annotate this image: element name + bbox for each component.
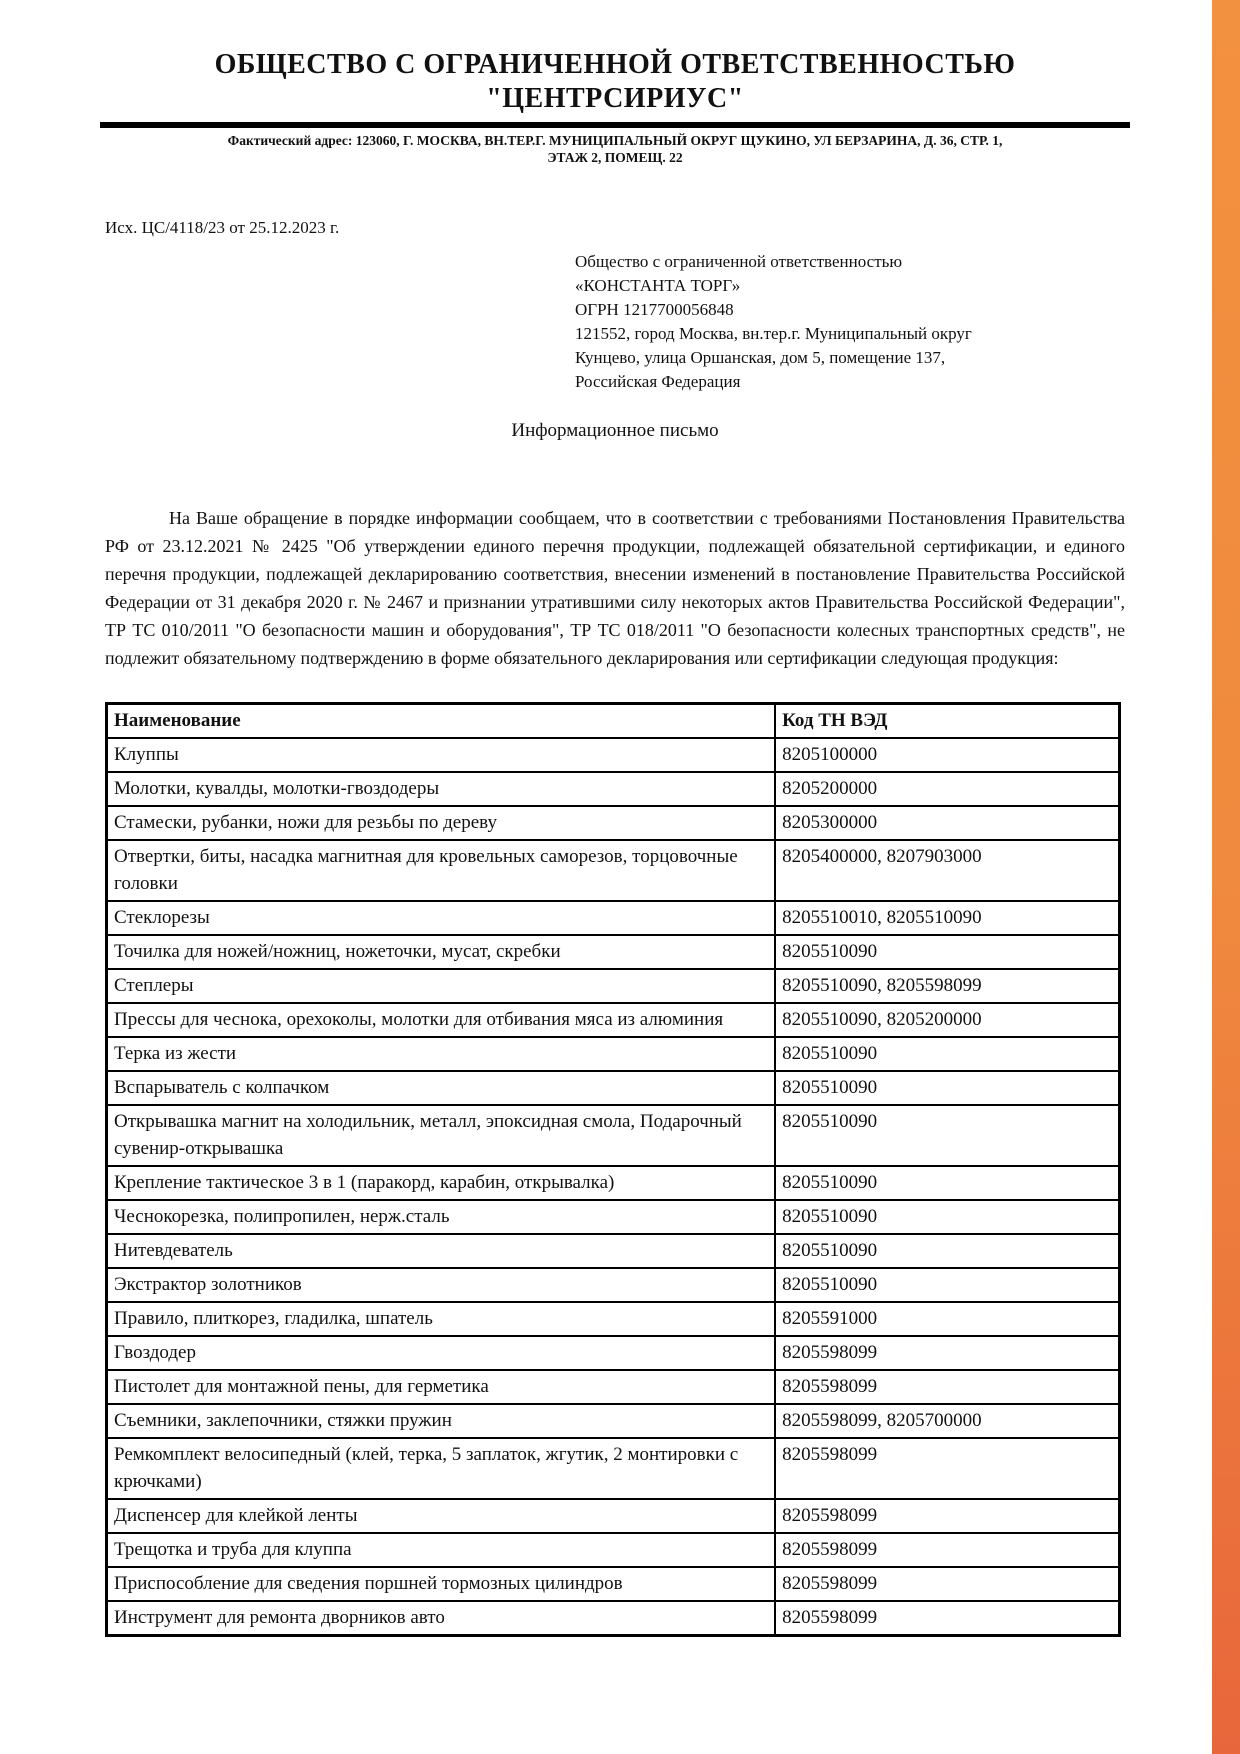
product-name-cell: Открывашка магнит на холодильник, металл, эпоксидная смола, Подарочный сувенир-открывашка [107,1105,776,1166]
table-row [107,1037,1120,1071]
product-name-cell: Молотки, кувалды, молотки-гвоздодеры [107,772,776,806]
product-name-cell: Съемники, заклепочники, стяжки пружин [107,1404,776,1438]
table-row [107,1370,1120,1404]
table-row [107,1268,1120,1302]
recipient-line: Кунцево, улица Оршанская, дом 5, помещение 137, [575,348,946,367]
table-header-row [107,704,1120,739]
product-code-cell: 8205510090 [775,935,1119,969]
recipient-line: Российская Федерация [575,372,741,391]
product-code-cell: 8205598099 [775,1567,1119,1601]
header-name-cell: Наименование [107,704,776,739]
product-name-cell: Стеклорезы [107,901,776,935]
right-accent-stripe [1212,0,1240,1754]
product-name-cell: Правило, плиткорез, гладилка, шпатель [107,1302,776,1336]
letterhead-divider [100,122,1130,128]
product-name-cell: Крепление тактическое 3 в 1 (паракорд, карабин, открывалка) [107,1166,776,1200]
product-name-cell: Терка из жести [107,1037,776,1071]
header-code-cell: Код ТН ВЭД [775,704,1119,739]
product-name-cell: Экстрактор золотников [107,1268,776,1302]
company-address-line1: Фактический адрес: 123060, Г. МОСКВА, ВН.ТЕР.Г. МУНИЦИПАЛЬНЫЙ ОКРУГ ЩУКИНО, УЛ БЕРЗАРИНА, Д. 36, СТР. 1, [227,133,1003,148]
product-code-cell: 8205510090 [775,1234,1119,1268]
letter-content [105,0,1125,1637]
product-code-cell: 8205200000 [775,772,1119,806]
product-code-cell: 8205510090 [775,1268,1119,1302]
table-row [107,1404,1120,1438]
product-code-cell: 8205100000 [775,738,1119,772]
table-row [107,901,1120,935]
product-name-cell: Приспособление для сведения поршней тормозных цилиндров [107,1567,776,1601]
product-code-cell: 8205510090 [775,1200,1119,1234]
product-code-cell: 8205510090 [775,1105,1119,1166]
table-row [107,1166,1120,1200]
table-row [107,1200,1120,1234]
product-code-cell: 8205400000, 8207903000 [775,840,1119,901]
table-row [107,1499,1120,1533]
table-row [107,840,1120,901]
company-name-line2: "ЦЕНТРСИРИУС" [486,83,744,114]
table-row [107,969,1120,1003]
product-code-cell: 8205510090 [775,1037,1119,1071]
product-code-cell: 8205300000 [775,806,1119,840]
product-name-cell: Клуппы [107,738,776,772]
product-name-cell: Прессы для чеснока, орехоколы, молотки для отбивания мяса из алюминия [107,1003,776,1037]
product-code-cell: 8205598099 [775,1499,1119,1533]
product-name-cell: Пистолет для монтажной пены, для герметика [107,1370,776,1404]
table-row [107,806,1120,840]
letter-body: На Ваше обращение в порядке информации сообщаем, что в соответствии с требованиями Постановления Правительства РФ от 23.12.2021 № 2425 "Об утверждении единого перечня продукции, подлежащей обязательной сертификации, и единого перечня продукции, подлежащей декларированию соответствия, внесении изменений в постановление Правительства Российской Федерации от 31 декабря 2020 г. № 2467 и признании утратившими силу некоторых актов Правительства Российской Федерации", ТР ТС 010/2011 "О безопасности машин и оборудования", ТР ТС 018/2011 "О безопасности колесных транспортных средств", не подлежит обязательному подтверждению в форме обязательного декларирования или сертификации следующая продукция: [105,508,1125,668]
letterhead [105,48,1125,166]
product-table [105,702,1121,1637]
product-name-cell: Стамески, рубанки, ножи для резьбы по дереву [107,806,776,840]
recipient-line: ОГРН 1217700056848 [575,300,734,319]
product-name-cell: Ремкомплект велосипедный (клей, терка, 5 заплаток, жгутик, 2 монтировки с крючками) [107,1438,776,1499]
table-row [107,1601,1120,1636]
letter-title: Информационное письмо [511,420,719,441]
product-code-cell: 8205510010, 8205510090 [775,901,1119,935]
table-row [107,772,1120,806]
company-address-line2: ЭТАЖ 2, ПОМЕЩ. 22 [547,150,683,165]
outgoing-reference: Исх. ЦС/4118/23 от 25.12.2023 г. [105,218,340,237]
recipient-line: «КОНСТАНТА ТОРГ» [575,276,741,295]
product-name-cell: Чеснокорезка, полипропилен, нерж.сталь [107,1200,776,1234]
product-code-cell: 8205510090 [775,1166,1119,1200]
table-row [107,1234,1120,1268]
product-code-cell: 8205598099 [775,1533,1119,1567]
table-row [107,1567,1120,1601]
table-row [107,1105,1120,1166]
product-code-cell: 8205591000 [775,1302,1119,1336]
product-code-cell: 8205510090 [775,1071,1119,1105]
product-code-cell: 8205598099 [775,1370,1119,1404]
table-row [107,1438,1120,1499]
table-row [107,1003,1120,1037]
product-code-cell: 8205598099, 8205700000 [775,1404,1119,1438]
table-row [107,1336,1120,1370]
product-code-cell: 8205510090, 8205200000 [775,1003,1119,1037]
product-code-cell: 8205598099 [775,1438,1119,1499]
table-row [107,1071,1120,1105]
product-name-cell: Нитевдеватель [107,1234,776,1268]
product-table-head [107,704,1120,739]
product-name-cell: Отвертки, биты, насадка магнитная для кровельных саморезов, торцовочные головки [107,840,776,901]
product-name-cell: Вспарыватель с колпачком [107,1071,776,1105]
recipient-line: Общество с ограниченной ответственностью [575,252,903,271]
product-code-cell: 8205598099 [775,1601,1119,1636]
product-code-cell: 8205510090, 8205598099 [775,969,1119,1003]
product-code-cell: 8205598099 [775,1336,1119,1370]
table-row [107,935,1120,969]
table-row [107,1533,1120,1567]
product-name-cell: Степлеры [107,969,776,1003]
product-name-cell: Гвоздодер [107,1336,776,1370]
product-table-body [107,738,1120,1636]
product-name-cell: Диспенсер для клейкой ленты [107,1499,776,1533]
product-name-cell: Инструмент для ремонта дворников авто [107,1601,776,1636]
product-name-cell: Трещотка и труба для клуппа [107,1533,776,1567]
product-name-cell: Точилка для ножей/ножниц, ножеточки, мусат, скребки [107,935,776,969]
company-name-line1: ОБЩЕСТВО С ОГРАНИЧЕННОЙ ОТВЕТСТВЕННОСТЬЮ [214,49,1016,80]
table-row [107,738,1120,772]
recipient-line: 121552, город Москва, вн.тер.г. Муниципальный округ [575,324,972,343]
table-row [107,1302,1120,1336]
recipient-block [575,250,1035,394]
